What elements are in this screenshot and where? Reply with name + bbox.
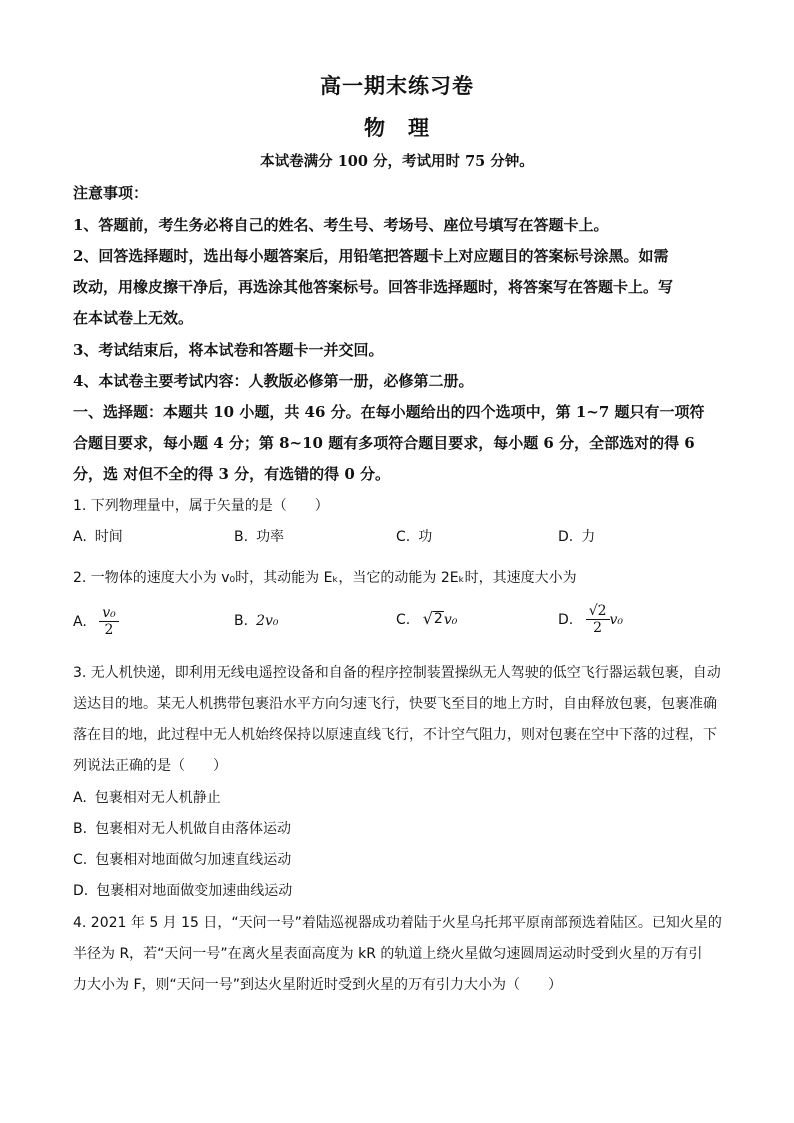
notice-line: 4、本试卷主要考试内容：人教版必修第一册，必修第二册。 [73,372,474,390]
question-3-line: 送达目的地。某无人机携带包裹沿水平方向匀速飞行，快要飞至目的地上方时，自由释放包裹，包裹准确 [73,696,717,712]
option-label: B. [234,529,249,545]
option-label: C. [396,529,411,545]
question-2-stem: 2. 一物体的速度大小为 v₀时，其动能为 Eₖ，当它的动能为 2Eₖ时，其速度大小为 [73,570,577,586]
q3-option-a[interactable] [73,787,221,807]
option-label: A. [73,790,87,806]
fraction [99,605,119,639]
section-instructions-line: 一、选择题：本题共 10 小题，共 46 分。在每小题给出的四个选项中，第 1~7 题只有一项符 [73,403,705,421]
option-text: 2v₀ [256,613,279,629]
option-text: v₀ [609,612,624,628]
q2-option-c[interactable] [396,611,457,628]
exam-title: 高一期末练习卷 [320,73,474,98]
question-4-line: 半径为 R，若“天问一号”在离火星表面高度为 kR 的轨道上绕火星做匀速圆周运动时受到火星的万有引 [73,946,703,962]
question-4-line: 力大小为 F，则“天问一号”到达火星附近时受到火星的万有引力大小为（ ） [73,977,563,993]
fraction-denominator: 2 [104,622,114,638]
fraction-numerator: √2 [586,603,610,620]
question-3-line: 列说法正确的是（ ） [73,758,227,774]
fraction-numerator: v₀ [99,605,119,622]
option-text: 功 [418,529,433,545]
question-3-line: 落在目的地，此过程中无人机始终保持以原速直线飞行，不计空气阻力，则对包裹在空中下落的过程，下 [73,727,717,743]
q1-option-c[interactable] [396,526,432,546]
q3-option-b[interactable] [73,818,291,838]
option-label: B. [73,821,88,837]
option-text: v₀ [443,612,458,628]
option-text: 功率 [256,529,285,545]
q1-option-b[interactable] [234,526,284,546]
option-text: 包裹相对地面做匀加速直线运动 [95,852,292,868]
score-info: 本试卷满分 100 分，考试用时 75 分钟。 [260,153,534,170]
option-text: 力 [581,529,596,545]
question-1-stem: 1. 下列物理量中，属于矢量的是（ ） [73,498,329,514]
section-instructions-line: 分，选 对但不全的得 3 分，有选错的得 0 分。 [73,465,390,483]
q2-option-d[interactable] [558,603,623,637]
option-text: 包裹相对无人机静止 [94,790,221,806]
subject-title: 物 理 [364,115,430,140]
question-3-line: 3. 无人机快递，即利用无线电遥控设备和自备的程序控制装置操纵无人驾驶的低空飞行器运载包裹，自动 [73,665,721,681]
notice-line: 在本试卷上无效。 [73,309,194,327]
q2-option-b[interactable] [234,613,279,629]
q3-option-d[interactable] [73,880,292,900]
q1-option-a[interactable] [73,526,123,546]
notice-line: 2、回答选择题时，选出每小题答案后，用铅笔把答题卡上对应题目的答案标号涂黑。如需 [73,247,669,265]
option-label: C. [396,612,411,628]
square-root [423,611,444,627]
question-4-line: 4. 2021 年 5 月 15 日，“天问一号”着陆巡视器成功着陆于火星乌托邦平原南部预选着陆区。已知火星的 [73,915,722,931]
option-label: D. [558,612,574,628]
notice-line: 3、考试结束后，将本试卷和答题卡一并交回。 [73,341,384,359]
radicand: 2 [433,611,443,627]
option-label: D. [558,529,574,545]
option-label: D. [73,883,89,899]
notice-line: 改动，用橡皮擦干净后，再选涂其他答案标号。回答非选择题时，将答案写在答题卡上。写 [73,278,674,296]
option-label: C. [73,852,88,868]
option-label: B. [234,613,249,629]
section-instructions-line: 合题目要求，每小题 4 分；第 8~10 题有多项符合题目要求，每小题 6 分，全部选对的得 6 [73,434,695,452]
notice-heading: 注意事项： [73,184,149,202]
q1-option-d[interactable] [558,526,595,546]
option-label: A. [73,529,87,545]
q2-option-a[interactable] [73,605,119,639]
radical-sign: √ [422,609,433,628]
option-text: 包裹相对地面做变加速曲线运动 [96,883,293,899]
notice-line: 1、答题前，考生务必将自己的姓名、考生号、考场号、座位号填写在答题卡上。 [73,216,609,234]
q3-option-c[interactable] [73,849,291,869]
option-text: 时间 [94,529,123,545]
fraction [586,603,610,637]
option-text: 包裹相对无人机做自由落体运动 [95,821,292,837]
fraction-denominator: 2 [593,620,603,636]
option-label: A. [73,614,87,630]
